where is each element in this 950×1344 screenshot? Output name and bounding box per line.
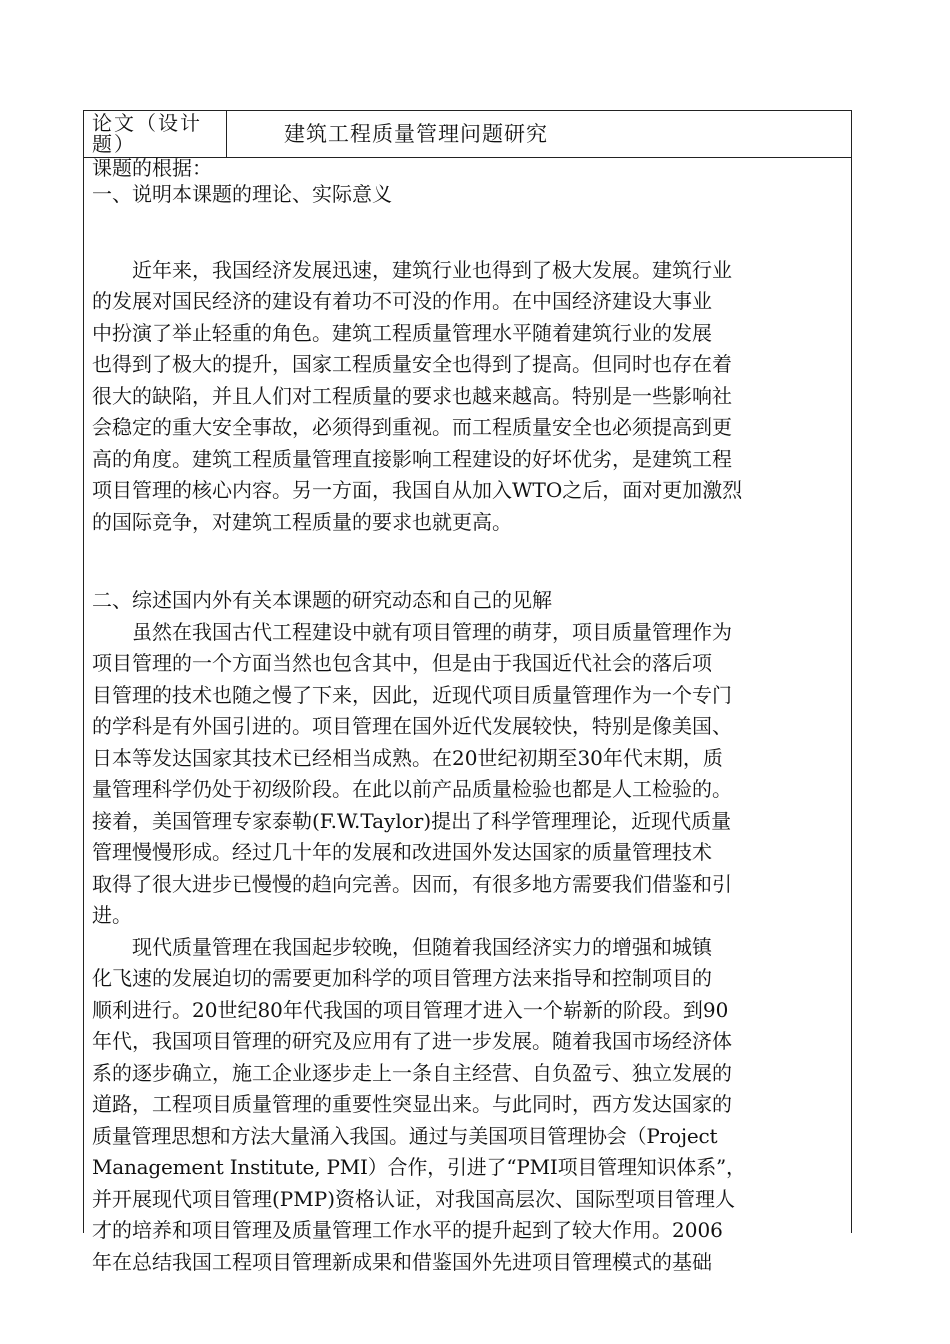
section1-body xyxy=(92,255,844,539)
basis-heading: 课题的根据： xyxy=(92,157,212,179)
section2-heading: 二、综述国内外有关本课题的研究动态和自己的见解 xyxy=(92,588,552,612)
section1-line: 会稳定的重大安全事故，必须得到重视。而工程质量安全也必须提高到更 xyxy=(92,415,732,439)
section1-line: 近年来，我国经济发展迅速，建筑行业也得到了极大发展。建筑行业 xyxy=(92,257,732,282)
section2-line: 日本等发达国家其技术已经相当成熟。在20世纪初期至30年代末期，质 xyxy=(92,745,723,770)
section2-line: 年代，我国项目管理的研究及应用有了进一步发展。随着我国市场经济体 xyxy=(92,1029,732,1053)
section2-body xyxy=(92,617,844,1279)
section2-line: 接着，美国管理专家泰勒(F.W.Taylor)提出了科学管理理论，近现代质量 xyxy=(92,808,732,833)
form-table xyxy=(83,110,852,1274)
section2-line: 质量管理思想和方法大量涌入我国。通过与美国项目管理协会（Project xyxy=(92,1123,718,1148)
section1-line: 的国际竞争，对建筑工程质量的要求也就更高。 xyxy=(92,509,512,534)
section2-line: 取得了很大进步已慢慢的趋向完善。因而，有很多地方需要我们借鉴和引 xyxy=(92,871,732,896)
section2-line: 管理慢慢形成。经过几十年的发展和改进国外发达国家的质量管理技术 xyxy=(92,840,712,864)
section1-line: 也得到了极大的提升，国家工程质量安全也得到了提高。但同时也存在着 xyxy=(92,352,732,376)
section2-line: 项目管理的一个方面当然也包含其中，但是由于我国近代社会的落后项 xyxy=(92,651,712,675)
thesis-label-cell xyxy=(84,111,227,157)
section2-line: 进。 xyxy=(92,903,132,927)
thesis-label-line2: 题） xyxy=(92,132,136,156)
section1-line: 高的角度。建筑工程质量管理直接影响工程建设的好坏优劣，是建筑工程 xyxy=(92,446,732,471)
section2-line: 化飞速的发展迫切的需要更加科学的项目管理方法来指导和控制项目的 xyxy=(92,966,712,990)
section1-heading: 一、说明本课题的理论、实际意义 xyxy=(92,182,392,206)
section2-line: 现代质量管理在我国起步较晚，但随着我国经济实力的增强和城镇 xyxy=(92,934,712,959)
section2-line: 年在总结我国工程项目管理新成果和借鉴国外先进项目管理模式的基础 xyxy=(92,1249,712,1274)
thesis-title: 建筑工程质量管理问题研究 xyxy=(284,122,548,146)
section2-line: Management Institute, PMI）合作，引进了“PMI项目管理知识体系”， xyxy=(92,1155,746,1179)
section2-line: 并开展现代项目管理(PMP)资格认证，对我国高层次、国际型项目管理人 xyxy=(92,1186,735,1211)
section1-line: 的发展对国民经济的建设有着功不可没的作用。在中国经济建设大事业 xyxy=(92,289,712,313)
section1-line: 项目管理的核心内容。另一方面，我国自从加入WTO之后，面对更加激烈 xyxy=(92,478,743,502)
section1-line: 很大的缺陷，并且人们对工程质量的要求也越来越高。特别是一些影响社 xyxy=(92,383,732,408)
thesis-label-line1: 论文（设计 xyxy=(92,111,202,135)
section2-line: 道路，工程项目质量管理的重要性突显出来。与此同时，西方发达国家的 xyxy=(92,1092,732,1116)
form-header-row xyxy=(84,111,851,158)
section2-line: 的学科是有外国引进的。项目管理在国外近代发展较快，特别是像美国、 xyxy=(92,714,732,738)
section2-line: 系的逐步确立，施工企业逐步走上一条自主经营、自负盈亏、独立发展的 xyxy=(92,1060,732,1085)
section2-line: 顺利进行。20世纪80年代我国的项目管理才进入一个崭新的阶段。到90 xyxy=(92,997,729,1022)
section2-line: 才的培养和项目管理及质量管理工作水平的提升起到了较大作用。2006 xyxy=(92,1218,723,1242)
section2-line: 虽然在我国古代工程建设中就有项目管理的萌芽，项目质量管理作为 xyxy=(92,619,732,644)
section1-line: 中扮演了举止轻重的角色。建筑工程质量管理水平随着建筑行业的发展 xyxy=(92,320,712,345)
content-cell xyxy=(92,157,844,1278)
section2-line: 量管理科学仍处于初级阶段。在此以前产品质量检验也都是人工检验的。 xyxy=(92,777,732,801)
section2-line: 目管理的技术也随之慢了下来，因此，近现代项目质量管理作为一个专门 xyxy=(92,682,732,707)
